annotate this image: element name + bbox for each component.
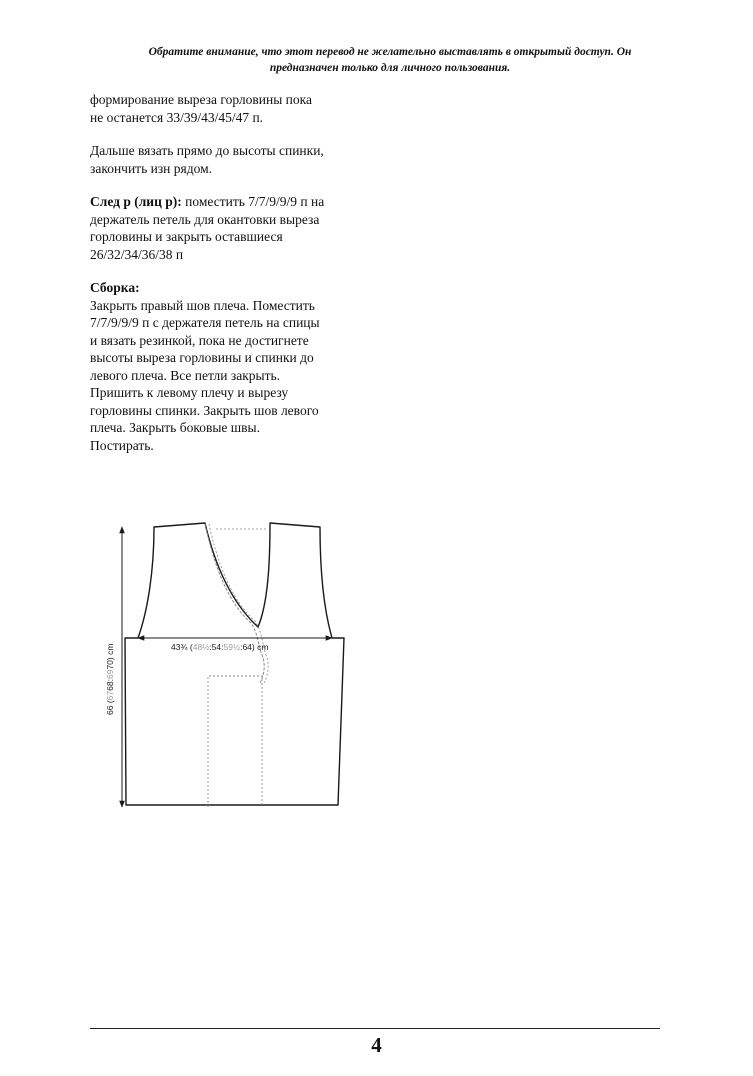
width-sep-1: : (209, 642, 212, 652)
width-size-5: 64 (242, 642, 252, 652)
translation-notice (90, 44, 690, 76)
page-number: 4 (371, 1033, 382, 1057)
text-line: поместить 7/7/9/9/9 п на (181, 194, 325, 209)
paragraph-assembly (90, 279, 380, 454)
text-line: формирование выреза горловины пока (90, 92, 312, 107)
width-sep-2: : (221, 642, 224, 652)
text-line: не останется 33/39/43/45/47 п. (90, 109, 264, 125)
height-label (105, 644, 115, 715)
width-close: ) cm (251, 642, 269, 652)
height-close: ) cm (105, 643, 115, 661)
height-sep: : (105, 679, 115, 682)
width-size-3: 54 (211, 642, 222, 652)
height-alt-2: 69 (105, 669, 115, 680)
text-line: и вязать резинкой, пока не достигнете (90, 332, 309, 348)
width-paren: ( (187, 642, 193, 652)
text-line: горловины спинки. Закрыть шов левого (90, 402, 319, 418)
assembly-heading: Сборка: (90, 280, 140, 295)
text-line: Дальше вязать прямо до высоты спинки, (90, 143, 324, 158)
text-line: Закрыть правый шов плеча. Поместить (90, 297, 315, 313)
vest-schematic (98, 515, 358, 815)
text-line: 26/32/34/36/38 п (90, 246, 184, 262)
text-line: держатель петель для окантовки выреза (90, 211, 320, 227)
width-label (171, 642, 268, 652)
text-line: высоты выреза горловины и спинки до (90, 350, 314, 365)
neckband-outer (205, 524, 264, 683)
translation-notice-line-1: Обратите внимание, что этот перевод не желательно выставлять в открытый доступ. Он (148, 46, 632, 58)
pattern-instructions (90, 91, 380, 454)
text-line: Постирать. (90, 437, 154, 453)
width-alt-2: 59½ (223, 642, 241, 652)
text-line: закончить изн рядом. (90, 160, 213, 176)
text-line: горловины и закрыть оставшиеся (90, 229, 283, 244)
text-line: 7/7/9/9/9 п с держателя петель на спицы (90, 315, 320, 330)
height-paren: ( (105, 700, 115, 706)
width-alt-1: 48½ (192, 642, 210, 652)
height-primary: 66 (105, 705, 115, 715)
text-line: плеча. Закрыть боковые швы. (90, 420, 260, 435)
translation-notice-line-2: предназначен только для личного пользования. (269, 62, 511, 74)
height-size-5: 70 (105, 660, 115, 670)
text-line: Пришить к левому плечу и вырезу (90, 385, 289, 400)
paragraph-next-row (90, 193, 380, 263)
paragraph-back-height (90, 142, 380, 177)
text-line: левого плеча. Все петли закрыть. (90, 367, 281, 383)
footer-divider (90, 1028, 660, 1029)
vest-outline (125, 523, 344, 805)
width-primary: 43¾ (171, 642, 188, 652)
width-sep-3: : (240, 642, 243, 652)
paragraph-neckline (90, 91, 380, 126)
height-size-3: 68 (105, 681, 115, 691)
front-overlap-panel (208, 676, 262, 807)
height-alt-1: 67 (105, 690, 115, 701)
next-row-label: След р (лиц р): (90, 194, 182, 209)
